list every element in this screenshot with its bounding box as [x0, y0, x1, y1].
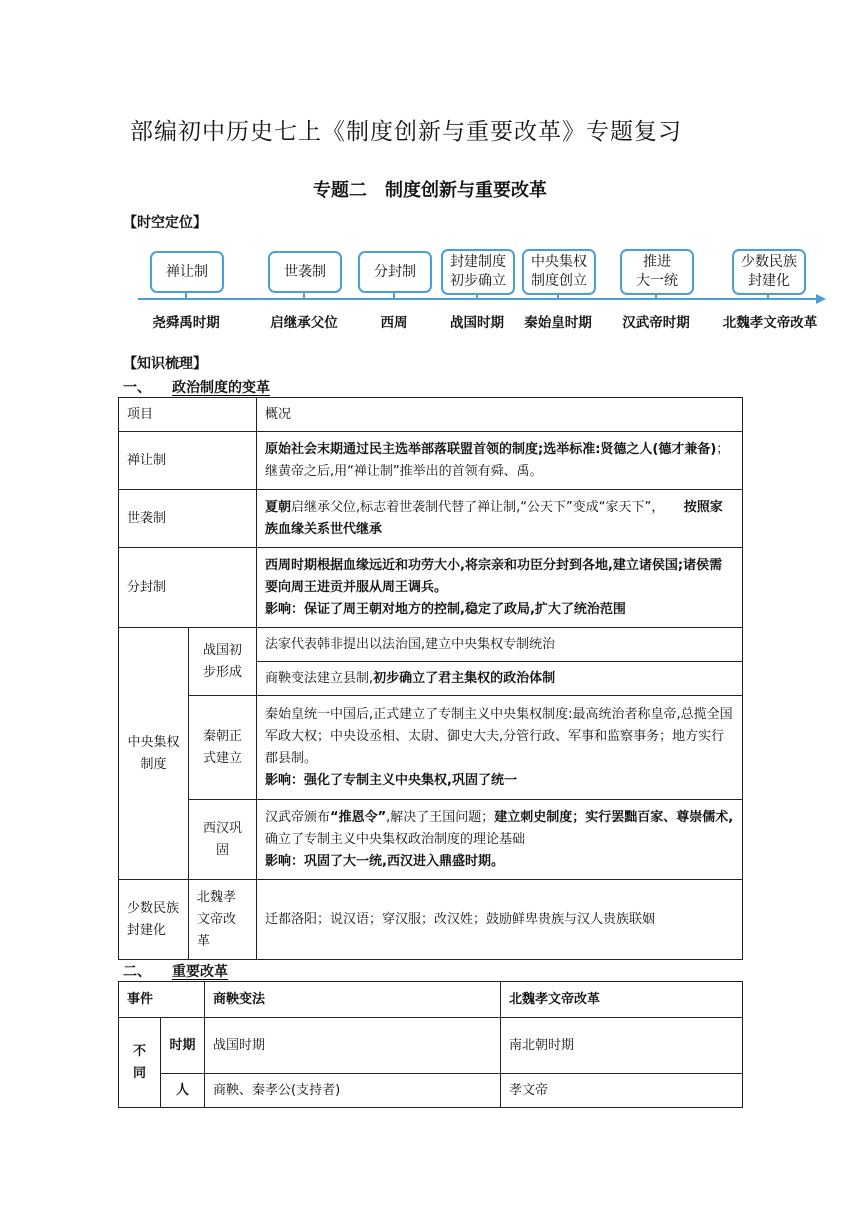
row-label-minority: 少数民族封建化	[119, 880, 189, 960]
table-header-row	[119, 398, 743, 432]
section-title: 政治制度的变革	[172, 380, 270, 396]
qin-content	[257, 696, 743, 800]
time-section-label: 【时空定位】	[123, 215, 207, 231]
row-label-shanrang: 禅让制	[119, 432, 257, 490]
timeline-tick	[303, 291, 305, 298]
section-number: 二、	[123, 964, 144, 980]
timeline-box: 少数民族 封建化	[732, 249, 806, 295]
section-number: 一、	[123, 380, 144, 396]
timeline-label: 尧舜禹时期	[152, 315, 220, 331]
xihan-text-3: 确立了专制主义中央集权政治制度的理论基础	[265, 831, 526, 847]
document-title: 部编初中历史七上《制度创新与重要改革》专题复习	[130, 119, 682, 145]
xihan-content	[257, 800, 743, 880]
header-shangyang: 商鞅变法	[205, 982, 501, 1018]
shanrang-content	[257, 432, 743, 490]
timeline-label: 汉武帝时期	[622, 315, 690, 331]
table-row	[119, 432, 743, 490]
sub-label-qin: 秦朝正式建立	[189, 696, 257, 800]
sub-label-zhanguo: 战国初步形成	[189, 628, 257, 696]
section-title: 重要改革	[172, 964, 228, 980]
xihan-impact: 影响：巩固了大一统,西汉进入鼎盛时期。	[265, 853, 504, 869]
timeline-arrow-icon	[816, 294, 826, 304]
beiwei-person: 孝文帝	[501, 1074, 743, 1108]
qin-impact: 影响：强化了专制主义中央集权,巩固了统一	[265, 772, 517, 788]
xihan-bold-2: 建立刺史制度；实行罢黜百家、尊崇儒术,	[494, 809, 734, 825]
timeline-box: 分封制	[358, 251, 432, 293]
shanrang-bold: 原始社会末期通过民主选举部落联盟首领的制度;选举标准:贤德之人(德才兼备)	[265, 441, 717, 457]
knowledge-section-label: 【知识梳理】	[123, 356, 207, 372]
timeline-box: 封建制度 初步确立	[441, 249, 515, 295]
timeline-tick	[557, 291, 559, 298]
reform-table	[118, 981, 743, 1108]
row-label-fenfeng: 分封制	[119, 548, 257, 628]
timeline-tick	[393, 291, 395, 298]
topic-title: 专题二 制度创新与重要改革	[313, 180, 547, 201]
minority-content: 迁都洛阳；说汉语；穿汉服；改汉姓；鼓励鲜卑贵族与汉人贵族联姻	[257, 880, 743, 960]
table-header-row	[119, 982, 743, 1018]
timeline-axis	[138, 298, 818, 300]
label-person: 人	[161, 1074, 205, 1108]
shangyang-person: 商鞅、秦孝公(支持者)	[205, 1074, 501, 1108]
timeline-label: 北魏孝文帝改革	[722, 315, 818, 331]
timeline-tick	[185, 291, 187, 298]
zhanguo-text: 商鞅变法建立县制,	[265, 670, 374, 686]
zhanguo-content-1: 法家代表韩非提出以法治国,建立中央集权专制统治	[257, 628, 743, 662]
sub-label-beiwei: 北魏孝文帝改革	[189, 880, 257, 960]
zhanguo-bold: 初步确立了君主集权的政治体制	[373, 670, 556, 686]
qin-text: 秦始皇统一中国后,正式建立了专制主义中央集权制度:最高统治者称皇帝,总揽全国军政大权；中央设丞相、太尉、御史大夫,分管行政、军事和监察事务；地方实行郡县制。	[265, 706, 733, 766]
xihan-text-1: 汉武帝颁布	[265, 809, 331, 825]
table-row	[119, 880, 743, 960]
section-two-heading	[123, 961, 228, 981]
timeline-tick	[476, 291, 478, 298]
fenfeng-impact: 影响：保证了周王朝对地方的控制,稳定了政局,扩大了统治范围	[265, 601, 626, 617]
timeline-box: 中央集权 制度创立	[522, 249, 596, 295]
table-row	[119, 800, 743, 880]
xihan-text-2: ,解决了王国问题；	[386, 809, 495, 825]
header-event: 事件	[119, 982, 205, 1018]
timeline	[0, 0, 860, 340]
timeline-box: 推进 大一统	[620, 249, 694, 295]
xihan-bold-1: “推恩令”	[330, 809, 387, 825]
timeline-label: 西周	[380, 315, 408, 331]
shanrang-text: ；继黄帝之后,用“禅让制”推举出的首领有舜、禹。	[265, 441, 730, 479]
shixi-bold-1: 夏朝	[265, 499, 292, 515]
timeline-label: 秦始皇时期	[524, 315, 592, 331]
header-item: 项目	[119, 398, 257, 432]
fenfeng-content	[257, 548, 743, 628]
label-different: 不同	[119, 1018, 161, 1108]
timeline-label: 战国时期	[450, 315, 504, 331]
table-row	[119, 1074, 743, 1108]
timeline-label: 启继承父位	[270, 315, 338, 331]
timeline-tick	[767, 291, 769, 298]
header-beiwei: 北魏孝文帝改革	[501, 982, 743, 1018]
table-row	[119, 490, 743, 548]
shixi-bold-2: 按照家族血缘关系世代继承	[265, 499, 723, 537]
shixi-content	[257, 490, 743, 548]
header-summary: 概况	[257, 398, 743, 432]
beiwei-period: 南北朝时期	[501, 1018, 743, 1074]
section-one-heading	[123, 377, 270, 397]
sub-label-xihan: 西汉巩固	[189, 800, 257, 880]
fenfeng-bold-1: 西周时期根据血缘远近和功劳大小,将宗亲和功臣分封到各地,建立诸侯国;诸侯需要向周王进贡并服从周王调兵。	[265, 557, 723, 595]
table-row	[119, 1018, 743, 1074]
shixi-text: 启继承父位,标志着世袭制代替了禅让制,“公天下”变成“家天下”，	[291, 499, 658, 515]
zhanguo-content-2	[257, 662, 743, 696]
table-row	[119, 548, 743, 628]
label-period: 时期	[161, 1018, 205, 1074]
timeline-box: 世袭制	[268, 251, 342, 293]
table-row	[119, 628, 743, 662]
timeline-box: 禅让制	[150, 251, 224, 293]
shangyang-period: 战国时期	[205, 1018, 501, 1074]
timeline-tick	[655, 291, 657, 298]
table-row	[119, 696, 743, 800]
row-label-shixi: 世袭制	[119, 490, 257, 548]
row-label-zhongyang: 中央集权制度	[119, 628, 189, 880]
political-system-table	[118, 397, 743, 960]
